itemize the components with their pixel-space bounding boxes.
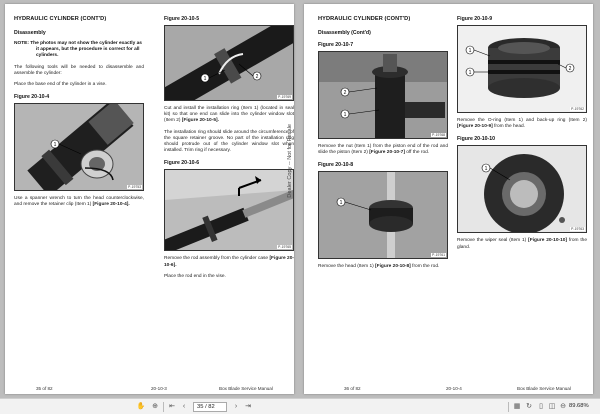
callout-1: 1 bbox=[203, 76, 207, 82]
figure-code: P-19769 bbox=[278, 95, 291, 99]
toolbar-divider bbox=[163, 402, 164, 412]
figure-code: P-19763 bbox=[571, 227, 584, 232]
wiper-seal-photo bbox=[458, 146, 587, 233]
figure-code: P-19768 bbox=[432, 133, 445, 137]
figure-code: P-19762 bbox=[571, 107, 584, 111]
rod-assembly-photo bbox=[165, 170, 294, 251]
intro-text-1: The following tools will be needed to disassemble and assemble the cylinder: bbox=[14, 64, 144, 76]
step-text bbox=[164, 256, 294, 268]
step-text: The installation ring should slide around the circumference of the square retainer groove. No part of the installation ring should protrude out of the cylinder window slot when installed. Trim ring if necessary. bbox=[164, 129, 294, 154]
figure-code: P-19765 bbox=[278, 245, 291, 250]
current-page: 35 bbox=[197, 404, 204, 410]
figure-ref: [Figure 20-10-7] bbox=[369, 150, 405, 156]
step-text-main: Remove the head (Item 1) bbox=[318, 264, 376, 270]
step-text-end: from the gland. bbox=[457, 238, 588, 250]
installation-ring-photo bbox=[165, 26, 294, 101]
footer-manual-title: Box Blade Service Manual bbox=[219, 386, 273, 391]
callout-2: 2 bbox=[255, 74, 259, 80]
figure-label: Figure 20-10-5 bbox=[164, 16, 200, 22]
step-text-end: off the rod. bbox=[404, 150, 430, 156]
page-left bbox=[5, 4, 294, 394]
figure-ref: [Figure 20-10-5]. bbox=[181, 118, 219, 124]
step-text bbox=[318, 264, 448, 270]
head-rod-photo bbox=[319, 172, 448, 259]
two-page-icon[interactable]: ◫ bbox=[548, 403, 556, 410]
callout-1: 1 bbox=[468, 48, 472, 54]
first-page-icon[interactable]: ⇤ bbox=[169, 403, 175, 410]
cylinder-head-photo bbox=[15, 104, 144, 191]
page-number-input[interactable] bbox=[193, 402, 227, 412]
zoom-in-icon[interactable]: ⊕ bbox=[152, 403, 158, 410]
figure-photo bbox=[318, 171, 448, 259]
footer-page-count: 35 of 82 bbox=[36, 386, 53, 391]
left-column-1 bbox=[14, 16, 144, 209]
note-text: NOTE: The photos may not show the cylinder exactly as it appears, but the procedure is correct for all cylinders. bbox=[14, 41, 142, 59]
right-column-1 bbox=[318, 16, 448, 271]
zoom-out-icon[interactable]: ⊖ bbox=[560, 403, 566, 410]
footer-section-number: 20-10-3 bbox=[151, 386, 167, 391]
callout-1: 1 bbox=[484, 166, 488, 173]
callout-1b: 1 bbox=[468, 70, 472, 76]
callout-1: 1 bbox=[339, 200, 343, 207]
figure-label: Figure 20-10-9 bbox=[457, 16, 493, 22]
intro-text-2: Place the base end of the cylinder in a vise. bbox=[14, 82, 107, 88]
prev-page-icon[interactable]: ‹ bbox=[182, 403, 186, 410]
step-text-main: Cut and install the installation ring (Item 1) (located in seal kit) so that one end can slide into the cylinder window slot (Item 2) bbox=[164, 106, 294, 124]
figure-label: Figure 20-10-6 bbox=[164, 160, 200, 167]
o-ring-photo bbox=[458, 26, 587, 113]
figure-ref: [Figure 20-10-6]. bbox=[164, 256, 294, 268]
figure-ref: [Figure 20-10-10] bbox=[528, 238, 568, 244]
figure-label: Figure 20-10-4 bbox=[14, 94, 50, 101]
footer-manual-title: Box Blade Service Manual bbox=[517, 386, 571, 391]
callout-1: 1 bbox=[343, 112, 347, 118]
next-page-icon[interactable]: › bbox=[234, 403, 238, 410]
section-subtitle: Disassembly (Cont'd) bbox=[318, 30, 371, 36]
step-text: Place the rod end in the vise. bbox=[164, 273, 226, 279]
zoom-level[interactable]: 89.68% bbox=[569, 403, 589, 409]
section-title: HYDRAULIC CYLINDER (CONT'D) bbox=[318, 16, 411, 22]
last-page-icon[interactable]: ⇥ bbox=[245, 403, 251, 410]
figure-code: P-19761 bbox=[432, 253, 445, 258]
figure-label: Figure 20-10-7 bbox=[318, 42, 354, 48]
figure-photo bbox=[164, 169, 294, 251]
step-text bbox=[14, 196, 144, 208]
callout-2: 2 bbox=[343, 90, 347, 96]
single-page-icon[interactable]: ▯ bbox=[539, 403, 543, 410]
section-subtitle: Disassembly bbox=[14, 30, 46, 36]
step-text-main: Remove the wiper seal (Item 1) bbox=[457, 238, 529, 244]
hand-icon[interactable]: ✋ bbox=[136, 403, 146, 410]
figure-photo bbox=[457, 145, 587, 233]
figure-ref: [Figure 20-10-8] bbox=[375, 264, 411, 270]
step-text bbox=[164, 106, 294, 125]
page-total: / 82 bbox=[205, 404, 215, 410]
step-text-main: Remove the rod assembly from the cylinder case bbox=[164, 256, 270, 262]
step-text bbox=[457, 118, 587, 130]
step-text-end: from the rod. bbox=[410, 264, 440, 270]
step-text-end: from the head. bbox=[492, 124, 525, 130]
figure-photo bbox=[318, 51, 448, 139]
figure-photo bbox=[14, 103, 144, 191]
callout-1: 1 bbox=[53, 142, 57, 149]
step-text-main: Remove the nut (Item 1) from the piston end of the rod and slide the piston (Item 2) bbox=[318, 144, 448, 156]
footer-section-number: 20-10-4 bbox=[446, 386, 462, 391]
figure-ref: [Figure 20-10-4]. bbox=[92, 202, 130, 208]
figure-photo bbox=[164, 25, 294, 101]
figure-code: P-19753 bbox=[128, 185, 141, 190]
figure-label: Figure 20-10-10 bbox=[457, 136, 496, 143]
step-text-main: Use a spanner wrench to turn the head counterclockwise, and remove the retainer clip (Item 1) bbox=[14, 196, 144, 208]
left-column-2 bbox=[164, 16, 294, 280]
fit-page-icon[interactable]: ▦ bbox=[513, 403, 521, 410]
step-text bbox=[318, 144, 448, 156]
callout-2: 2 bbox=[568, 66, 572, 72]
piston-nut-photo bbox=[319, 52, 448, 139]
step-text-main: Remove the O-ring (Item 1) and back-up ring (Item 2) bbox=[457, 118, 587, 123]
rotate-icon[interactable]: ↻ bbox=[526, 403, 532, 410]
step-text bbox=[457, 238, 587, 250]
viewer-toolbar bbox=[0, 398, 600, 414]
page-right bbox=[304, 4, 593, 394]
watermark-text: Dealer Copy -- Not for Resale bbox=[287, 124, 293, 198]
right-column-2 bbox=[457, 16, 587, 251]
toolbar-divider bbox=[508, 402, 509, 412]
footer-page-count: 36 of 82 bbox=[344, 386, 361, 391]
figure-ref: [Figure 20-10-9] bbox=[457, 124, 493, 130]
figure-photo bbox=[457, 25, 587, 113]
section-title: HYDRAULIC CYLINDER (CONT'D) bbox=[14, 16, 107, 22]
figure-label: Figure 20-10-8 bbox=[318, 162, 354, 169]
